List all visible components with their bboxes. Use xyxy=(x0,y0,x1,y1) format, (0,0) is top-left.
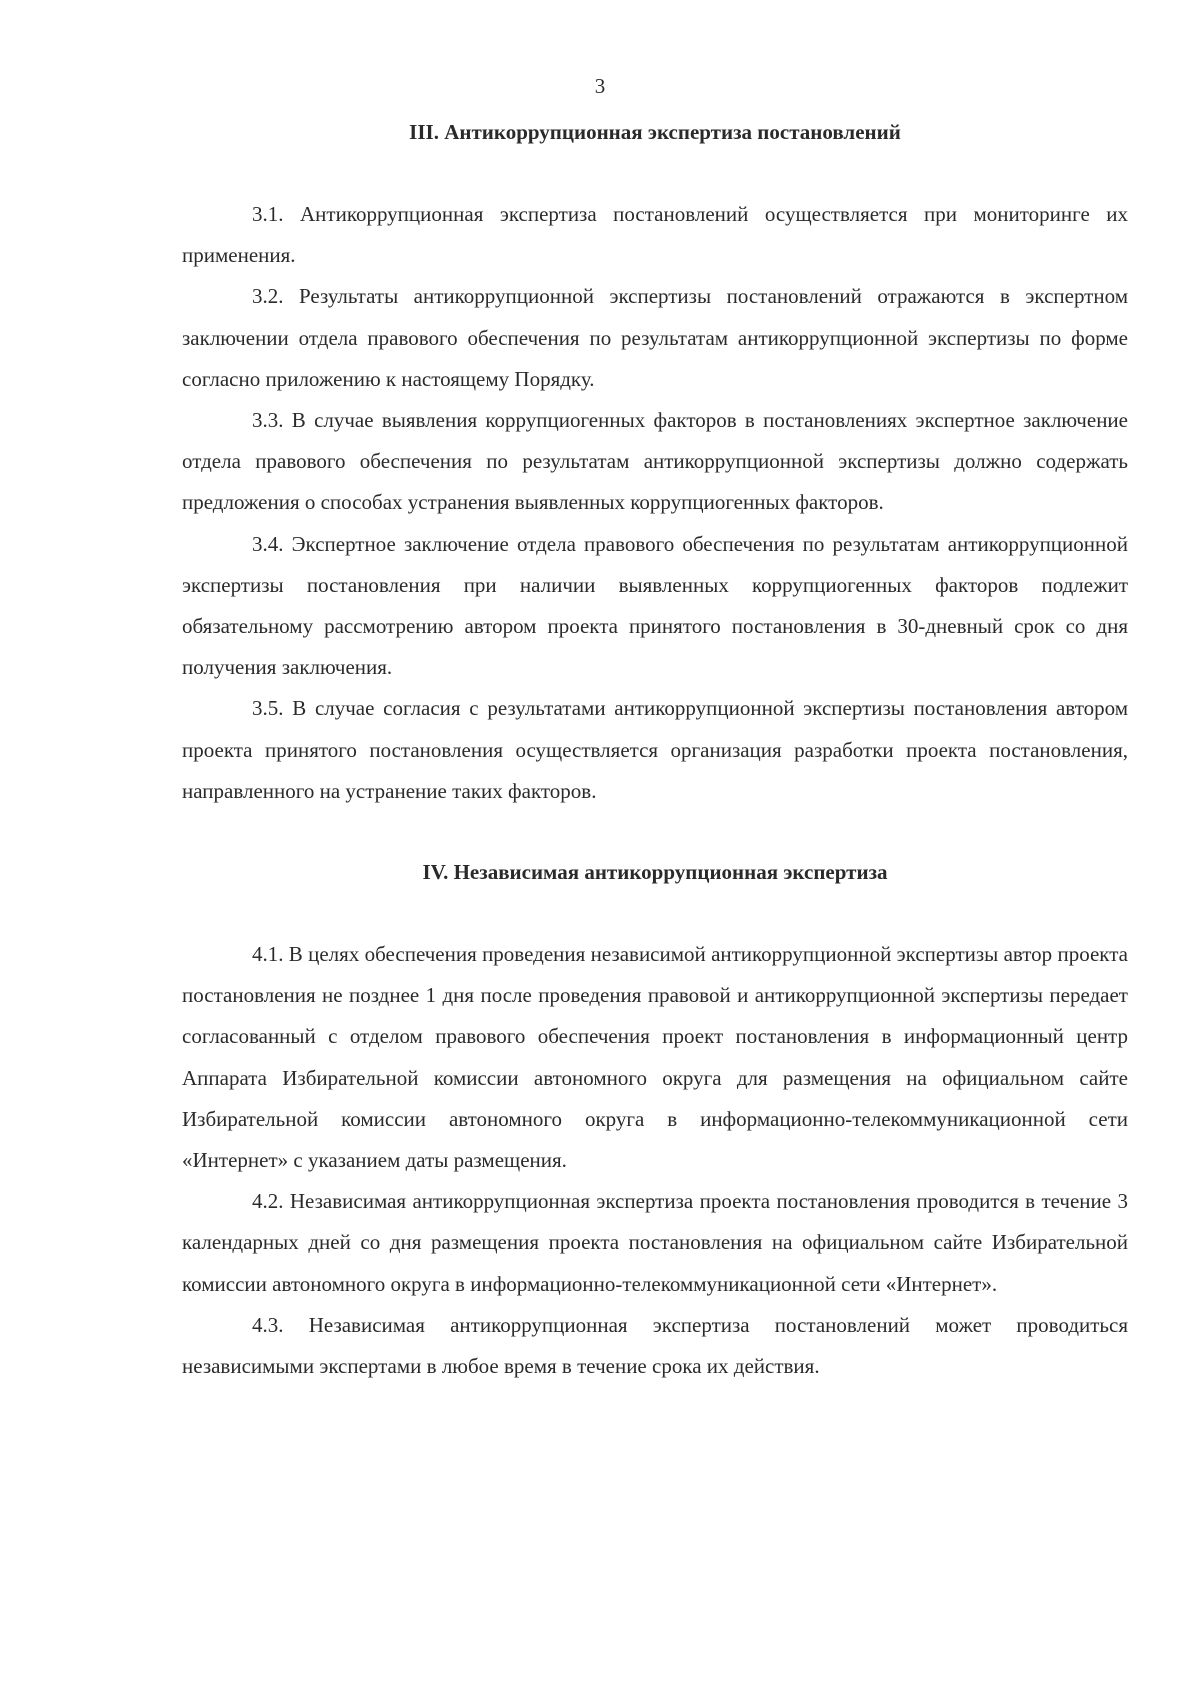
section-title-iii: III. Антикоррупционная экспертиза постановлений xyxy=(409,120,901,144)
paragraph-4-3: 4.3. Независимая антикоррупционная экспертиза постановлений может проводиться независимыми экспертами в любое время в течение срока их действия. xyxy=(182,1312,1128,1379)
paragraph-3-1: 3.1. Антикоррупционная экспертиза постановлений осуществляется при мониторинге их применения. xyxy=(182,202,1128,268)
paragraph-3-2: 3.2. Результаты антикоррупционной экспертизы постановлений отражаются в экспертном заключении отдела правового обеспечения по результатам антикоррупционной экспертизы по форме согласно приложению к настоящему Порядку. xyxy=(182,284,1128,391)
document-body xyxy=(182,112,1128,1387)
section-title-iv: IV. Независимая антикоррупционная экспертиза xyxy=(422,860,888,885)
paragraph-3-5: 3.5. В случае согласия с результатами антикоррупционной экспертизы постановления автором проекта принятого постановления осуществляется организация разработки проекта постановления, направленного на устранение таких факторов. xyxy=(182,696,1128,803)
paragraph-3-3: 3.3. В случае выявления коррупциогенных факторов в постановлениях экспертное заключение отдела правового обеспечения по результатам антикоррупционной экспертизы должно содержать предложения о способах устранения выявленных коррупциогенных факторов. xyxy=(182,408,1128,515)
page-number: 3 xyxy=(594,74,606,98)
paragraph-4-2: 4.2. Независимая антикоррупционная экспертиза проекта постановления проводится в течение 3 календарных дней со дня размещения проекта постановления на официальном сайте Избирательной комиссии автономного округа в информационно-телекоммуникационной сети «Интернет». xyxy=(182,1189,1128,1296)
paragraph-4-1: 4.1. В целях обеспечения проведения независимой антикоррупционной экспертизы автор проекта постановления не позднее 1 дня после проведения правовой и антикоррупционной экспертизы передает согласованный с отделом правового обеспечения проект постановления в информационный центр Аппарата Избирательной комиссии автономного округа для размещения на официальном сайте Избирательной комиссии автономного округа в информационно-телекоммуникационной сети «Интернет» с указанием даты размещения. xyxy=(182,942,1128,1173)
paragraph-3-4: 3.4. Экспертное заключение отдела правового обеспечения по результатам антикоррупционной экспертизы постановления при наличии выявленных коррупциогенных факторов подлежит обязательному рассмотрению автором проекта принятого постановления в 30-дневный срок со дня получения заключения. xyxy=(182,531,1128,680)
